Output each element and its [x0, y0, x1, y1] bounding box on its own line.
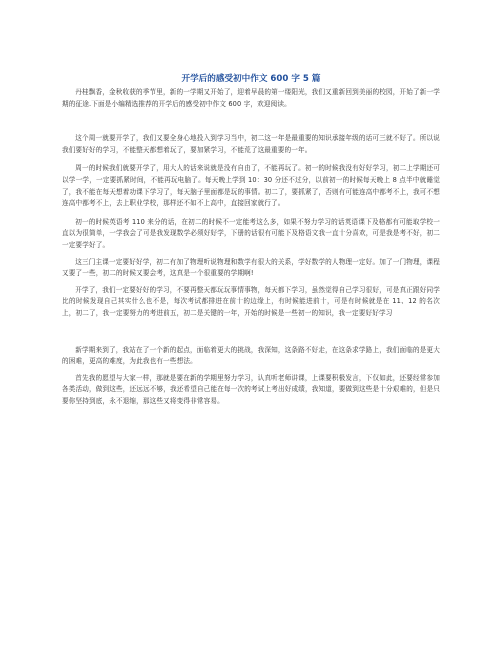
spacer: [62, 320, 440, 345]
paragraph-intro: 丹桂飘香，金秋收获的季节里，新的一学期又开始了，迎着早晨的第一缕阳光，我们又重新回到美丽的校园，开始了新一学期的征途.下面是小编精选推荐的开学后的感受初中作文 600 字，欢迎阅读。: [62, 88, 440, 108]
spacer: [62, 110, 440, 133]
paragraph-7: 首先我的愿望与大家一样，那就是要在新的学期里努力学习，认真听老师讲课，上课要积极发言，下仅如此，还要经常参加各类活动，做到这些，还远远不够，我还希望自己能在每一次的考试上考出好成绩，我知道，要做到这些是十分艰难的，但是只要你坚持到底，永不退缩，那这些又将变得非常容易。: [62, 373, 440, 405]
paragraph-3: 初一的时候英语考 110 来分的话，在初二的时候不一定能考这么多，如果不努力学习的话英语课下及格都有可能取学校一直以为很简单，一学我会了可是我发现数学必须好好学，下册的话很有可能下及格语文我一直十分喜欢，可是我是考不好，初二一定要学好了。: [62, 217, 440, 249]
spacer: [62, 210, 440, 217]
paragraph-2: 周一的时候我们就要开学了，用大人的话来说就是没有自由了，不能再玩了。初一的时候我没有好好学习，初二上学期还可以学一学，一定要抓紧时间，不能再玩电脑了。每天晚上学到 10：30 分还不过分，以前初一的时候每天晚上 8 点半中就睡觉了，我不能在每天想着功课下学习了，每天脑子里面都是玩的事情。初二了，要抓紧了，否则有可能连高中都考不上，我可不想连高中都考不上，去上职业学校，那样还不如不上高中，直接回家就行了。: [62, 164, 440, 208]
document-title: 开学后的感受初中作文 600 字 5 篇: [181, 74, 321, 84]
spacer: [62, 156, 440, 163]
paragraph-4: 这三门主课一定要好好学，初二有加了物理听说物理和数学有很大的关系，学好数学的人物理一定好。加了一门物理，课程又要了一些，初二的时候又要会考，这真是一个很重要的学期啊!: [62, 257, 440, 278]
paragraph-5: 开学了，我们一定要好好的学习，不要再整天都玩玩事情事物，每天都下学习，虽然觉得自己学习很好，可是真正跟好同学比的时候发现自己其实什么也不是，每次考试都排进在前十的边缘上，有时候能进前十，可是有时候就是在 11、12 的名次上，初二了，我一定要努力的考进前五，初二是关键的一年，开始的时候是一些初一的知识，我一定要好好学习: [62, 285, 440, 317]
paragraph-6: 新学期来到了，我站在了一个新的起点，面临着更大的挑战，我深知，这条路不好走，在这条求学路上，我们面临的是更大的困难，更高的难度，为此我也有一些想法。: [62, 345, 440, 366]
document-page: [62, 72, 440, 407]
paragraph-1: 这个周一就要开学了，我们又要全身心地投入到学习当中，初二这一年是最重要的知识承接年级的话可三就不好了。所以说我们要好好的学习，不能整天都想着玩了，要加紧学习，不能荒了这最重要的一年。: [62, 134, 440, 154]
